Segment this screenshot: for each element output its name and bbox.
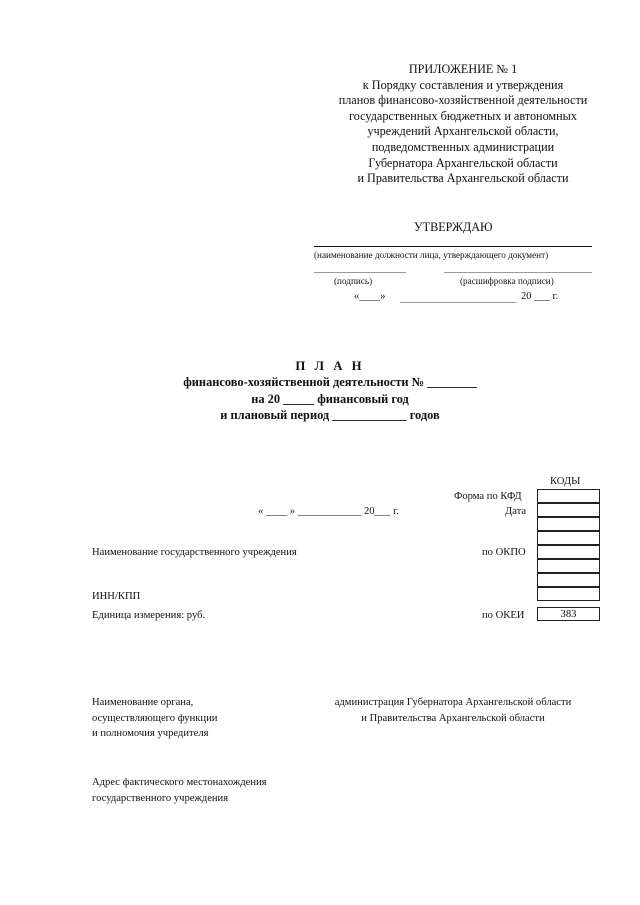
address-label-line: государственного учреждения <box>92 792 229 804</box>
organ-label-line: осуществляющего функции <box>92 712 218 724</box>
decoding-line <box>444 272 592 273</box>
appendix-line: ПРИЛОЖЕНИЕ № 1 <box>408 62 518 76</box>
code-cell <box>537 531 600 545</box>
signature-line <box>314 272 406 273</box>
appendix-line: Губернатора Архангельской области <box>368 155 558 170</box>
inn-kpp-label: ИНН/КПП <box>92 591 141 602</box>
position-line <box>314 246 592 247</box>
address-label-line: Адрес фактического местонахождения <box>92 777 267 788</box>
institution-name-label: Наименование государственного учреждения <box>92 547 297 558</box>
organ-label-line: и полномочия учредителя <box>92 728 209 739</box>
code-form <box>537 489 600 503</box>
date-label: Дата <box>505 506 527 517</box>
form-label: Форма по КФД <box>454 491 522 502</box>
code-cell <box>537 573 600 587</box>
appendix-line: и Правительства Архангельской области <box>357 171 569 186</box>
codes-header: КОДЫ <box>550 476 581 487</box>
address-label <box>92 775 267 806</box>
okei-label: по ОКЕИ <box>482 610 525 621</box>
organ-value-line: и Правительства Архангельской области <box>361 712 545 724</box>
organ-label <box>92 695 217 742</box>
position-caption: (наименование должности лица, утверждающего документ) <box>314 250 549 260</box>
appendix-line: планов финансово-хозяйственной деятельности <box>338 93 588 108</box>
plan-title-line: и плановый период ____________ годов <box>220 408 440 423</box>
code-okei: 383 <box>537 607 600 621</box>
decoding-caption: (расшифровка подписи) <box>460 276 554 286</box>
plan-title-main: П Л А Н <box>295 359 365 373</box>
organ-value <box>318 695 588 726</box>
unit-label: Единица измерения: руб. <box>92 610 206 621</box>
plan-title-line: на 20 _____ финансовый год <box>251 391 409 406</box>
code-cell <box>537 587 600 601</box>
appendix-line: учреждений Архангельской области, <box>367 124 559 139</box>
appendix-line: государственных бюджетных и автономных <box>349 108 577 123</box>
approve-title: УТВЕРЖДАЮ <box>414 220 493 234</box>
code-cell <box>537 517 600 531</box>
appendix-header <box>318 62 608 187</box>
plan-title-line: финансово-хозяйственной деятельности № ________ <box>183 375 477 390</box>
code-date <box>537 503 600 517</box>
appendix-line: подведомственных администрации <box>371 139 555 154</box>
approve-date-quote: «____» <box>354 291 386 302</box>
organ-value-line: администрация Губернатора Архангельской области <box>334 697 572 708</box>
organ-label-line: Наименование органа, <box>92 697 194 708</box>
code-cell <box>537 559 600 573</box>
code-okpo <box>537 545 600 559</box>
appendix-line: к Порядку составления и утверждения <box>362 77 564 92</box>
signature-caption: (подпись) <box>334 276 373 286</box>
approve-date-line <box>400 302 516 303</box>
okpo-label: по ОКПО <box>482 547 526 558</box>
plan-title <box>120 358 540 424</box>
document-date: « ____ » ____________ 20___ г. <box>258 506 399 517</box>
approve-date-year: 20 ___ г. <box>521 291 559 302</box>
